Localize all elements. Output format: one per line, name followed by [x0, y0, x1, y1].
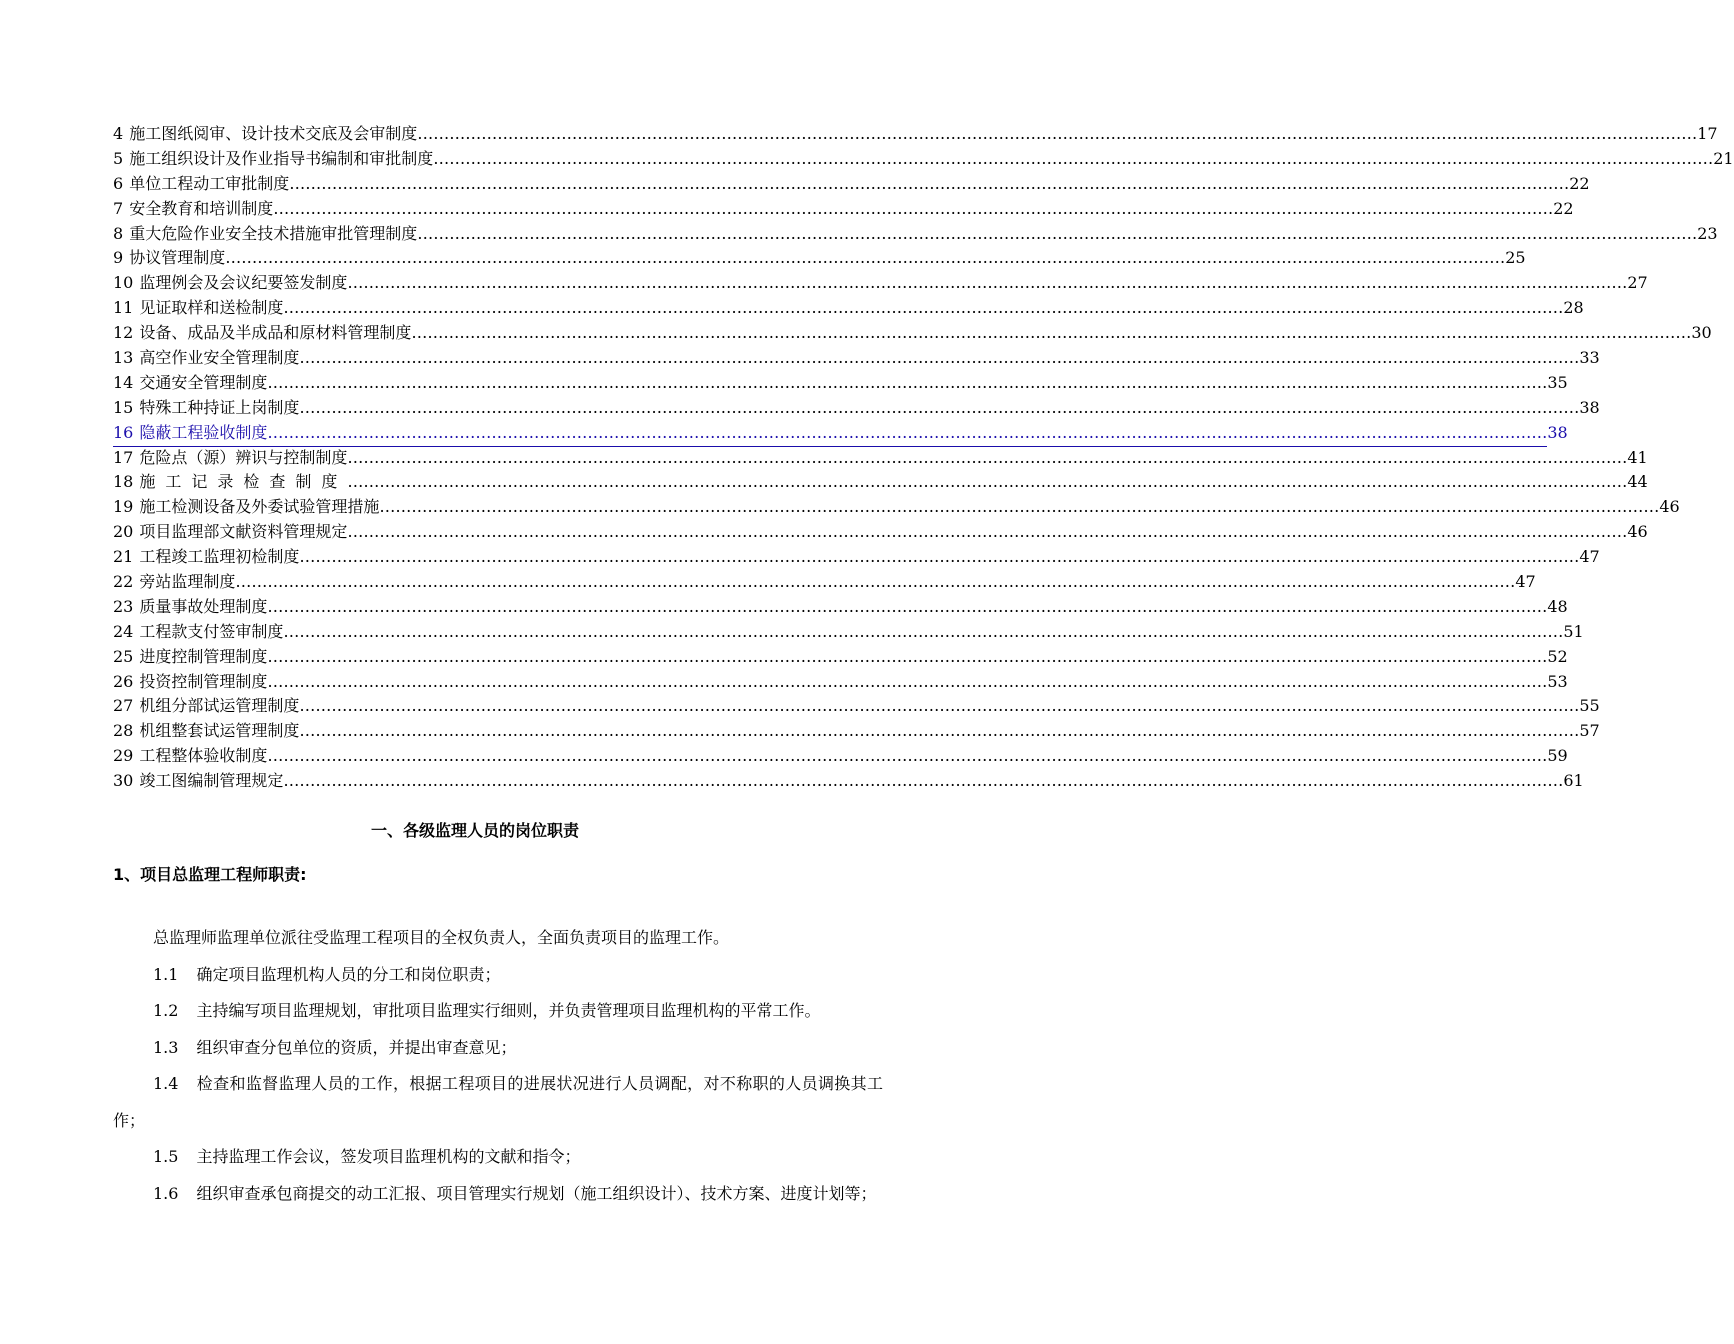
toc-entry-page: 17	[1697, 124, 1718, 143]
toc-entry-title: 工程竣工监理初检制度	[139, 547, 300, 567]
toc-entry	[113, 296, 1584, 321]
toc-entry-number: 21	[113, 547, 134, 567]
toc-entry-number: 8	[113, 223, 124, 243]
toc-entry-page: 52	[1547, 646, 1568, 666]
toc-leader-dots: ……………………………………………………………………………………………………………………………………………………………………………………………………………………	[267, 372, 1548, 392]
toc-entry	[113, 645, 1568, 670]
toc-entry-page: 41	[1627, 447, 1648, 467]
toc-entry-page: 21	[1713, 148, 1734, 168]
toc-entry-title: 投资控制管理制度	[139, 671, 268, 691]
duty-item-text: 主持编写项目监理规划，审批项目监理实行细则，并负责管理项目监理机构的平常工作。	[196, 1001, 821, 1020]
toc-entry-page: 27	[1627, 273, 1648, 293]
toc-entry-title: 见证取样和送检制度	[139, 298, 284, 318]
toc-leader-dots: ……………………………………………………………………………………………………………………………………………………………………………………………………………………	[299, 547, 1580, 567]
toc-entry-number: 19	[113, 497, 134, 517]
toc-entry-page: 48	[1547, 596, 1568, 616]
toc-entry	[113, 620, 1584, 645]
toc-entry-number: 7	[113, 198, 124, 218]
toc-entry-page: 61	[1563, 771, 1584, 791]
duty-item-number: 1.3	[153, 1037, 179, 1057]
toc-entry	[113, 570, 1536, 595]
toc-entry	[113, 595, 1568, 620]
toc-entry-page: 53	[1547, 671, 1568, 691]
toc-entry	[113, 271, 1648, 296]
toc-entry-number: 25	[113, 646, 134, 666]
toc-entry-number: 13	[113, 348, 134, 368]
toc-leader-dots: ……………………………………………………………………………………………………………………………………………………………………………………………………………………	[299, 348, 1580, 368]
toc-leader-dots: ……………………………………………………………………………………………………………………………………………………………………………………………………………………	[433, 148, 1714, 168]
toc-leader-dots: ……………………………………………………………………………………………………………………………………………………………………………………………………………………	[347, 273, 1628, 293]
duty-item-text: 组织审查承包商提交的动工汇报、项目管理实行规划（施工组织设计）、技术方案、进度计划等；	[196, 1183, 877, 1203]
toc-entry-title[interactable]: 隐蔽工程验收制度	[139, 422, 268, 442]
toc-entry-title: 监理例会及会议纪要签发制度	[139, 273, 348, 293]
duty-item-number: 1.2	[153, 1001, 179, 1020]
duty-item	[113, 993, 883, 1030]
toc-entry-title: 施工组织设计及作业指导书编制和审批制度	[129, 148, 434, 168]
toc-leader-dots: ……………………………………………………………………………………………………………………………………………………………………………………………………………………	[273, 198, 1554, 218]
toc-entry-title: 协议管理制度	[129, 248, 226, 268]
toc-entry-page: 55	[1579, 696, 1600, 716]
toc-entry-number: 20	[113, 522, 134, 542]
section-title: 一、各级监理人员的岗位职责	[370, 821, 579, 840]
toc-leader-dots: ……………………………………………………………………………………………………………………………………………………………………………………………………………………	[379, 497, 1660, 517]
toc-entry-page: 38	[1547, 422, 1568, 442]
toc-entry-title: 机组分部试运管理制度	[139, 696, 300, 716]
toc-entry-page: 35	[1547, 372, 1568, 392]
duty-item	[113, 1030, 883, 1067]
toc-entry-number: 28	[113, 721, 134, 741]
toc-entry-page: 46	[1627, 522, 1648, 542]
toc-entry-page: 44	[1627, 472, 1648, 492]
toc-entry-page: 47	[1579, 547, 1600, 567]
toc-entry-page: 22	[1553, 198, 1574, 218]
duty-item-text: 检查和监督监理人员的工作，根据工程项目的进展状况进行人员调配，对不称职的人员调换其工作；	[113, 1074, 883, 1130]
toc-leader-dots: ……………………………………………………………………………………………………………………………………………………………………………………………………………………	[267, 746, 1548, 766]
toc-entry-number: 6	[113, 173, 124, 193]
toc-entry-title: 项目监理部文献资料管理规定	[139, 522, 348, 542]
toc-entry-number: 17	[113, 447, 134, 467]
toc-entry	[113, 495, 1680, 520]
toc-entry	[113, 769, 1584, 794]
toc-leader-dots: ……………………………………………………………………………………………………………………………………………………………………………………………………………………	[267, 646, 1548, 666]
toc-entry-title: 单位工程动工审批制度	[129, 173, 290, 193]
toc-leader-dots: ……………………………………………………………………………………………………………………………………………………………………………………………………………………	[347, 522, 1628, 542]
duty-item-text: 组织审查分包单位的资质，并提出审查意见；	[196, 1037, 517, 1057]
toc-entry-number: 24	[113, 621, 134, 641]
toc-entry[interactable]	[113, 421, 1568, 446]
toc-entry-number: 27	[113, 696, 134, 716]
toc-entry-number: 23	[113, 596, 134, 616]
toc-entry-number: 16	[113, 422, 134, 442]
table-of-contents	[113, 122, 1734, 794]
toc-entry-title: 工程整体验收制度	[139, 746, 268, 766]
toc-entry-number: 12	[113, 323, 134, 343]
toc-leader-dots: ……………………………………………………………………………………………………………………………………………………………………………………………………………………	[283, 298, 1564, 318]
toc-entry-page: 38	[1579, 397, 1600, 417]
toc-entry-page: 46	[1659, 497, 1680, 517]
body-text	[113, 920, 883, 1212]
toc-leader-dots: ……………………………………………………………………………………………………………………………………………………………………………………………………………………	[347, 447, 1628, 467]
toc-entry	[113, 197, 1574, 222]
toc-entry	[113, 520, 1648, 545]
toc-leader-dots: ……………………………………………………………………………………………………………………………………………………………………………………………………………………	[299, 721, 1580, 741]
toc-entry-title: 质量事故处理制度	[139, 596, 268, 616]
toc-entry	[113, 719, 1600, 744]
toc-entry	[113, 744, 1568, 769]
toc-entry	[113, 694, 1600, 719]
toc-leader-dots: ……………………………………………………………………………………………………………………………………………………………………………………………………………………	[235, 572, 1516, 592]
toc-entry-number: 26	[113, 671, 134, 691]
toc-entry-number: 11	[113, 298, 134, 318]
toc-entry	[113, 222, 1718, 247]
toc-entry	[113, 670, 1568, 695]
toc-entry-title: 设备、成品及半成品和原材料管理制度	[139, 323, 412, 343]
toc-entry	[113, 147, 1734, 172]
toc-leader-dots: ……………………………………………………………………………………………………………………………………………………………………………………………………………………	[299, 397, 1580, 417]
toc-entry-title: 施工检测设备及外委试验管理措施	[139, 497, 380, 517]
toc-entry-title: 机组整套试运管理制度	[139, 721, 300, 741]
toc-entry-number: 29	[113, 746, 134, 766]
toc-entry-number: 14	[113, 372, 134, 392]
toc-entry-page: 51	[1563, 621, 1584, 641]
toc-entry-page: 59	[1547, 746, 1568, 766]
toc-entry	[113, 545, 1600, 570]
duty-item-number: 1.1	[153, 964, 179, 984]
toc-entry-number: 18	[113, 472, 134, 492]
duty-item-text: 主持监理工作会议，签发项目监理机构的文献和指令；	[196, 1147, 581, 1166]
toc-leader-dots: ……………………………………………………………………………………………………………………………………………………………………………………………………………………	[347, 472, 1628, 492]
toc-leader-dots: ……………………………………………………………………………………………………………………………………………………………………………………………………………………	[225, 248, 1506, 268]
duty-item	[113, 957, 883, 994]
toc-entry-title: 危险点（源）辨识与控制制度	[139, 447, 348, 467]
toc-leader-dots: ……………………………………………………………………………………………………………………………………………………………………………………………………………………	[299, 696, 1580, 716]
toc-entry-title: 旁站监理制度	[139, 572, 236, 592]
intro-paragraph: 总监理师监理单位派往受监理工程项目的全权负责人，全面负责项目的监理工作。	[153, 928, 730, 947]
toc-leader-dots: ……………………………………………………………………………………………………………………………………………………………………………………………………………………	[417, 124, 1698, 143]
toc-entry-page: 28	[1563, 298, 1584, 318]
toc-entry-title: 施工图纸阅审、设计技术交底及会审制度	[129, 124, 418, 143]
toc-entry-title: 进度控制管理制度	[139, 646, 268, 666]
toc-entry-page: 57	[1579, 721, 1600, 741]
toc-entry-page: 23	[1697, 223, 1718, 243]
toc-entry-page: 47	[1515, 572, 1536, 592]
toc-entry-number: 10	[113, 273, 134, 293]
toc-leader-dots: ……………………………………………………………………………………………………………………………………………………………………………………………………………………	[417, 223, 1698, 243]
toc-link[interactable]	[113, 421, 1547, 447]
subsection-title: 1、项目总监理工程师职责:	[113, 865, 307, 884]
toc-entry	[113, 321, 1712, 346]
toc-leader-dots: ……………………………………………………………………………………………………………………………………………………………………………………………………………………	[283, 771, 1564, 791]
toc-entry-page: 30	[1691, 323, 1712, 343]
toc-entry-number: 4	[113, 124, 124, 143]
toc-leader-dots: ……………………………………………………………………………………………………………………………………………………………………………………………………………………	[411, 323, 1692, 343]
duty-item-number: 1.4	[153, 1074, 179, 1093]
duty-item	[113, 1066, 883, 1139]
toc-leader-dots: ……………………………………………………………………………………………………………………………………………………………………………………………………………………	[283, 621, 1564, 641]
toc-entry	[113, 246, 1526, 271]
toc-entry-title: 施工记录检查制度	[139, 472, 348, 492]
toc-entry-title: 交通安全管理制度	[139, 372, 268, 392]
toc-entry	[113, 172, 1590, 197]
toc-entry-number: 30	[113, 771, 134, 791]
toc-entry-title: 重大危险作业安全技术措施审批管理制度	[129, 223, 418, 243]
toc-leader-dots: ……………………………………………………………………………………………………………………………………………………………………………………………………………………	[289, 173, 1570, 193]
duty-item-number: 1.6	[153, 1183, 179, 1203]
duty-item-number: 1.5	[153, 1147, 179, 1166]
toc-entry-number: 22	[113, 572, 134, 592]
toc-entry-title: 特殊工种持证上岗制度	[139, 397, 300, 417]
toc-entry	[113, 122, 1718, 147]
toc-entry-page: 25	[1505, 248, 1526, 268]
toc-entry	[113, 470, 1648, 495]
toc-entry-number: 9	[113, 248, 124, 268]
toc-entry-page: 22	[1569, 173, 1590, 193]
duty-item	[113, 1139, 883, 1176]
duty-item-text: 确定项目监理机构人员的分工和岗位职责；	[196, 964, 501, 984]
toc-entry-title: 安全教育和培训制度	[129, 198, 274, 218]
toc-entry-title: 工程款支付签审制度	[139, 621, 284, 641]
toc-entry-number: 15	[113, 397, 134, 417]
toc-leader-dots: ……………………………………………………………………………………………………………………………………………………………………………………………………………………	[267, 422, 1548, 442]
toc-entry-page: 33	[1579, 348, 1600, 368]
toc-entry	[113, 446, 1648, 471]
toc-entry	[113, 346, 1600, 371]
toc-entry	[113, 396, 1600, 421]
toc-leader-dots: ……………………………………………………………………………………………………………………………………………………………………………………………………………………	[267, 596, 1548, 616]
toc-leader-dots: ……………………………………………………………………………………………………………………………………………………………………………………………………………………	[267, 671, 1548, 691]
toc-entry-number: 5	[113, 148, 124, 168]
duty-item	[113, 1176, 883, 1213]
toc-entry-title: 高空作业安全管理制度	[139, 348, 300, 368]
toc-entry	[113, 371, 1568, 396]
toc-entry-title: 竣工图编制管理规定	[139, 771, 284, 791]
